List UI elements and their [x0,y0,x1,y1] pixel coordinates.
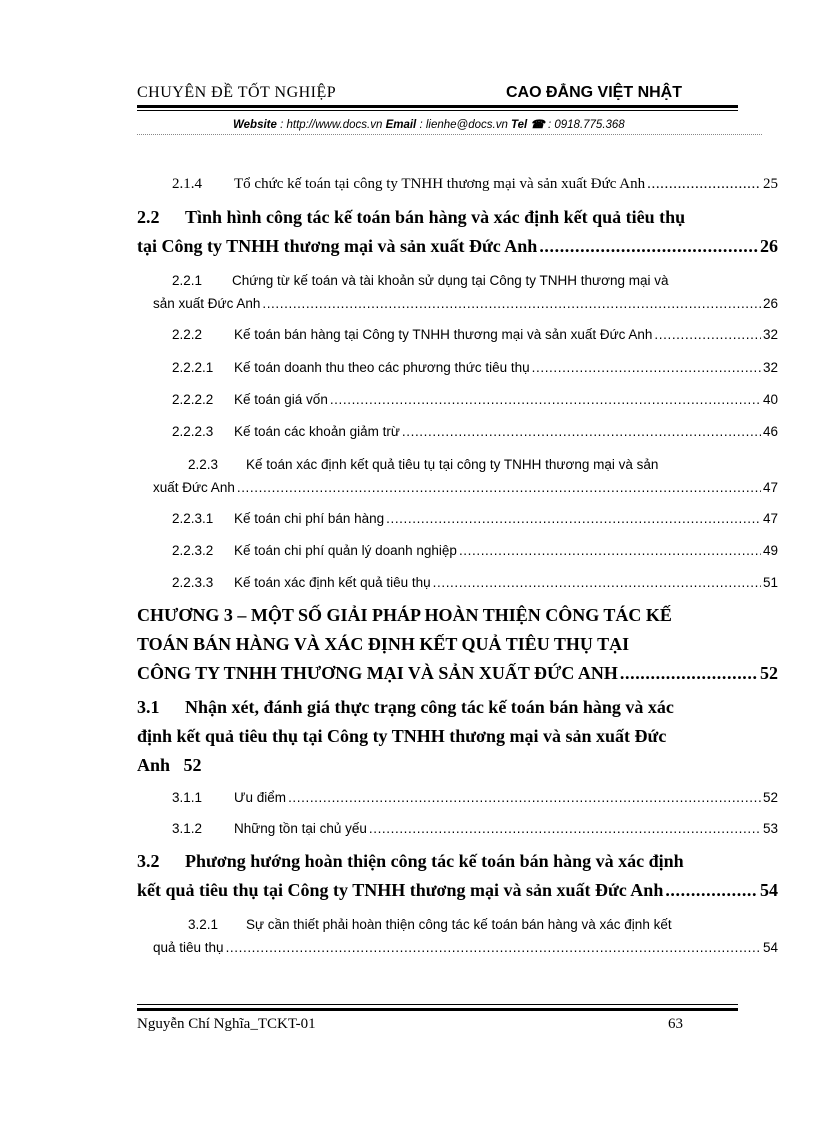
header-dotted-rule [137,134,762,135]
website-value[interactable]: : http://www.docs.vn [280,119,383,131]
toc-entry-2-2-1[interactable] [172,273,668,288]
toc-title: Kế toán doanh thu theo các phương thức tiêu thụ [234,360,530,375]
chapter-title-line1: CHƯƠNG 3 – MỘT SỐ GIẢI PHÁP HOÀN THIỆN CÔNG TÁC KẾ [137,605,672,625]
chapter-title-line3: CÔNG TY TNHH THƯƠNG MẠI VÀ SẢN XUẤT ĐỨC ANH [137,663,618,683]
toc-entry-3-1[interactable] [137,697,674,718]
toc-number: 3.1.2 [172,821,203,836]
toc-number: 2.2.2.2 [172,392,214,407]
toc-entry-2-2-line2[interactable] [137,236,778,257]
toc-title-line1: Tình hình công tác kế toán bán hàng và xác định kết quả tiêu thụ [185,207,686,227]
toc-title-line1: Chứng từ kế toán và tài khoản sử dụng tại Công ty TNHH thương mại và [232,273,669,288]
toc-number: 2.2.3.2 [172,543,214,558]
toc-number: 2.2 [137,207,160,227]
toc-page: 52 [183,755,202,775]
chapter-title-line2: TOÁN BÁN HÀNG VÀ XÁC ĐỊNH KẾT QUẢ TIÊU THỤ TẠI [137,634,630,654]
toc-entry-3-2[interactable] [137,851,684,872]
toc-page: 52 [762,790,778,805]
toc-entry-3-1-line2[interactable] [137,726,666,747]
toc-page: 54 [760,880,778,900]
toc-number: 3.1.1 [172,790,203,805]
toc-title: Kế toán chi phí bán hàng [234,511,385,526]
toc-entry-2-2-3[interactable] [188,457,658,472]
toc-entry-3-2-line2[interactable] [137,880,778,901]
toc-entry-2-2-1-line2[interactable] [153,296,778,311]
toc-entry-3-2-1-line2[interactable] [153,940,778,955]
toc-title: Những tồn tại chủ yếu [234,821,367,836]
toc-number: 2.2.3 [188,457,219,472]
toc-entry-3-2-1[interactable] [188,917,672,932]
toc-number: 3.2.1 [188,917,219,932]
toc-page: 32 [762,360,778,375]
header-rule-thick [137,105,738,108]
toc-chapter-3-line3[interactable] [137,663,778,684]
toc-entry-2-2[interactable] [137,207,685,228]
toc-number: 3.1 [137,697,160,717]
toc-number: 2.2.3.3 [172,575,214,590]
toc-title-line2: xuất Đức Anh [153,480,235,495]
toc-title-line3: Anh [137,755,171,775]
email-label: Email [385,119,417,131]
toc-number: 2.1.4 [172,176,202,192]
toc-number: 2.2.2 [172,327,203,342]
toc-entry-2-2-2[interactable] [172,327,778,342]
toc-page: 53 [762,821,778,836]
toc-number: 2.2.3.1 [172,511,214,526]
website-label: Website [233,119,277,131]
toc-number: 3.2 [137,851,160,871]
toc-entry-2-2-2-3[interactable] [172,424,778,439]
toc-number: 2.2.1 [172,273,203,288]
toc-title-line1: Kế toán xác định kết quả tiêu tụ tại công ty TNHH thương mại và sản [246,457,659,472]
toc-title: Ưu điểm [234,790,287,805]
toc-page: 51 [762,575,778,590]
toc-title-line2: sản xuất Đức Anh [153,296,261,311]
toc-chapter-3-line1[interactable] [137,605,672,626]
toc-entry-2-2-3-3[interactable] [172,575,778,590]
footer-rule-thick [137,1008,738,1011]
contact-line [233,117,625,131]
toc-entry-2-2-3-line2[interactable] [153,480,778,495]
toc-page: 49 [762,543,778,558]
toc-title-line2: định kết quả tiêu thụ tại Công ty TNHH thương mại và sản xuất Đức [137,726,667,746]
toc-page: 40 [762,392,778,407]
toc-page: 26 [760,236,778,256]
toc-page: 54 [762,940,778,955]
toc-entry-2-2-3-1[interactable] [172,511,778,526]
header-rule-thin [137,110,738,111]
toc-entry-2-2-2-1[interactable] [172,360,778,375]
toc-title-line2: quả tiêu thụ [153,940,224,955]
toc-entry-2-1-4[interactable] [172,176,778,193]
toc-title: Kế toán bán hàng tại Công ty TNHH thương mại và sản xuất Đức Anh [234,327,653,342]
header-title-left: CHUYÊN ĐỀ TỐT NGHIỆP [137,84,337,101]
tel-value: : 0918.775.368 [547,119,625,131]
toc-title-line1: Sự cần thiết phải hoàn thiện công tác kế toán bán hàng và xác định kết [246,917,672,932]
toc-page: 26 [762,296,778,311]
toc-entry-2-2-3-2[interactable] [172,543,778,558]
toc-title-line1: Phương hướng hoàn thiện công tác kế toán bán hàng và xác định [185,851,684,871]
toc-title: Kế toán các khoản giảm trừ [234,424,400,439]
toc-page: 47 [762,480,778,495]
toc-title-line2: kết quả tiêu thụ tại Công ty TNHH thương mại và sản xuất Đức Anh [137,880,664,900]
footer-page-number: 63 [668,1016,683,1032]
footer-rule-thin [137,1004,738,1005]
toc-entry-3-1-1[interactable] [172,790,778,805]
toc-entry-2-2-2-2[interactable] [172,392,778,407]
toc-title-line2: tại Công ty TNHH thương mại và sản xuất Đức Anh [137,236,538,256]
toc-number: 2.2.2.1 [172,360,214,375]
header-title-right: CAO ĐẲNG VIỆT NHẬT [506,84,682,101]
toc-title: Tổ chức kế toán tại công ty TNHH thương mại và sản xuất Đức Anh [234,176,646,192]
footer-author: Nguyễn Chí Nghĩa_TCKT-01 [137,1016,316,1032]
toc-title: Kế toán chi phí quản lý doanh nghiệp [234,543,457,558]
toc-page: 52 [760,663,778,683]
toc-entry-3-1-line3[interactable] [137,755,202,776]
toc-entry-3-1-2[interactable] [172,821,778,836]
toc-title: Kế toán giá vốn [234,392,328,407]
email-value[interactable]: : lienhe@docs.vn [419,119,508,131]
toc-page: 46 [762,424,778,439]
tel-label: Tel ☎ [511,119,545,131]
toc-title-line1: Nhận xét, đánh giá thực trạng công tác kế toán bán hàng và xác [185,697,674,717]
toc-number: 2.2.2.3 [172,424,214,439]
toc-title: Kế toán xác định kết quả tiêu thụ [234,575,431,590]
toc-page: 32 [762,327,778,342]
toc-chapter-3-line2[interactable] [137,634,629,655]
toc-page: 47 [762,511,778,526]
toc-page: 25 [763,176,778,192]
